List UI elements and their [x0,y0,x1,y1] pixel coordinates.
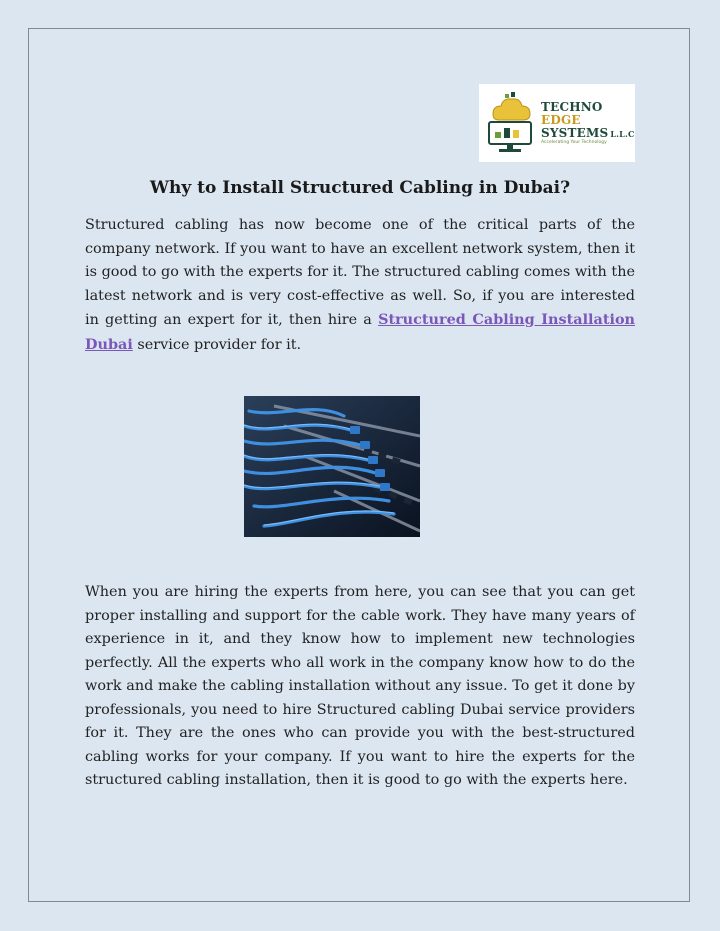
intro-tail: service provider for it. [137,336,302,353]
body-paragraph: When you are hiring the experts from here, you can see that you can get proper installing and support for the cable work. They have many years of experience in it, and they know how to implement new technologies perfectly. All the experts who all work in the company know how to do the work and make the cabling installation without any issue. To get it done by professionals, you need to hire Structured cabling Dubai service providers for it. They are the ones who can provide you with the best-structured cabling works for your company. If you want to hire the experts for the structured cabling installation, then it is good to go with the experts here. [85,584,635,788]
logo-line-systems [541,127,635,139]
logo-line-edge: EDGE [541,112,581,127]
cloud-monitor-logo-icon [483,92,537,154]
structured-cabling-link[interactable]: Structured Cabling Installation Dubai [85,311,636,353]
network-cables-photo [244,396,420,537]
logo-systems-word: SYSTEMS [541,125,609,140]
intro-paragraph [85,214,635,357]
intro-text: Structured cabling has now become one of the critical parts of the company network. If you want to have an excellent network system, then it is good to go with the experts for it. The structured cabling comes with the latest network and is very cost-effective as well. So, if you are interested in getting an expert for it, then hire a [85,217,635,328]
article-title: Why to Install Structured Cabling in Dubai? [149,178,571,198]
logo-tagline: Accelerating Your Technology [541,139,607,145]
company-logo [479,84,635,162]
logo-line-techno: TECHNO [541,99,603,114]
cables-illustration [244,396,420,537]
logo-llc-suffix: L.L.C [610,128,635,139]
